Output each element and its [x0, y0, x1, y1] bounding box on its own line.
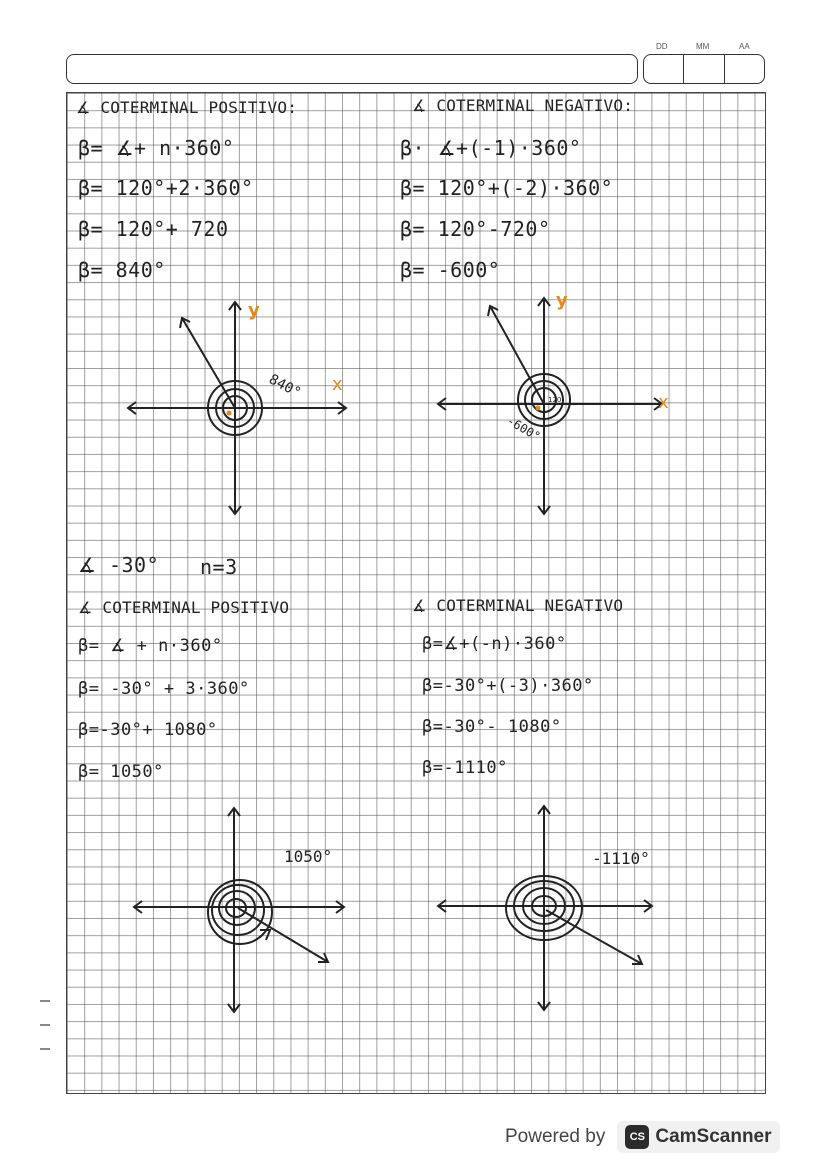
terminal-side	[238, 908, 328, 962]
s1-right-line-4: β= -600°	[400, 258, 501, 282]
x-label: x	[658, 392, 669, 413]
origin-dot	[536, 406, 541, 411]
s1-right-line-1: β· ∡+(-1)·360°	[400, 136, 582, 160]
s2-left-line-1: β= ∡ + n·360°	[78, 636, 223, 656]
angle-label: 840°	[266, 371, 304, 402]
s2-right-line-1: β=∡+(-n)·360°	[422, 634, 567, 654]
date-dd-cell	[644, 55, 684, 83]
s1-left-line-4: β= 840°	[78, 258, 166, 282]
s1-left-line-3: β= 120°+ 720	[78, 217, 229, 241]
s2-left-line-3: β=-30°+ 1080°	[78, 720, 218, 740]
diagram-840	[118, 292, 358, 522]
angle-label: -600°	[504, 413, 543, 444]
diagram-1050	[126, 800, 356, 1020]
s2-left-line-2: β= -30° + 3·360°	[78, 679, 250, 699]
margin-mark	[40, 1024, 50, 1026]
s2-right-title: ∡ COTERMINAL NEGATIVO	[412, 596, 624, 615]
diagram-minus-1110	[432, 798, 662, 1018]
camscanner-logo-icon: CS	[625, 1125, 649, 1149]
y-label: y	[556, 290, 568, 311]
s1-right-title: ∡ COTERMINAL NEGATIVO:	[412, 96, 634, 115]
s2-right-line-4: β=-1110°	[422, 758, 508, 778]
s2-right-line-2: β=-30°+(-3)·360°	[422, 676, 594, 696]
given-n: n=3	[200, 555, 238, 579]
title-field	[66, 54, 638, 84]
given-angle: ∡ -30°	[78, 553, 160, 577]
s2-left-title: ∡ COTERMINAL POSITIVO	[78, 598, 290, 617]
s1-left-line-2: β= 120°+2·360°	[78, 176, 254, 200]
camscanner-badge	[617, 1121, 779, 1153]
diagram-minus-600	[430, 288, 680, 518]
date-field	[643, 54, 765, 84]
terminal-side	[182, 318, 235, 408]
s1-left-line-1: β= ∡+ n·360°	[78, 136, 235, 160]
origin-dot	[227, 411, 232, 416]
date-mm-label: MM	[696, 42, 710, 51]
margin-mark	[40, 1000, 50, 1002]
margin-mark	[40, 1048, 50, 1050]
date-aa-label: AA	[739, 42, 750, 51]
s2-right-line-3: β=-30°- 1080°	[422, 717, 562, 737]
y-label: y	[248, 300, 260, 321]
s1-left-title: ∡ COTERMINAL POSITIVO:	[76, 98, 298, 117]
s1-right-line-2: β= 120°+(-2)·360°	[400, 176, 614, 200]
date-aa-cell	[725, 55, 764, 83]
s1-right-line-3: β= 120°-720°	[400, 217, 551, 241]
angle-label: 1050°	[284, 847, 333, 866]
date-dd-label: DD	[656, 42, 668, 51]
terminal-side	[490, 306, 544, 404]
camscanner-footer	[505, 1122, 780, 1152]
angle-label: -1110°	[592, 849, 650, 868]
camscanner-brand: CamScanner	[655, 1126, 772, 1147]
powered-by-text: Powered by	[505, 1126, 606, 1147]
date-mm-cell	[684, 55, 724, 83]
x-label: x	[332, 374, 343, 395]
s2-left-line-4: β= 1050°	[78, 762, 164, 782]
small-angle-label: 120	[548, 396, 562, 404]
